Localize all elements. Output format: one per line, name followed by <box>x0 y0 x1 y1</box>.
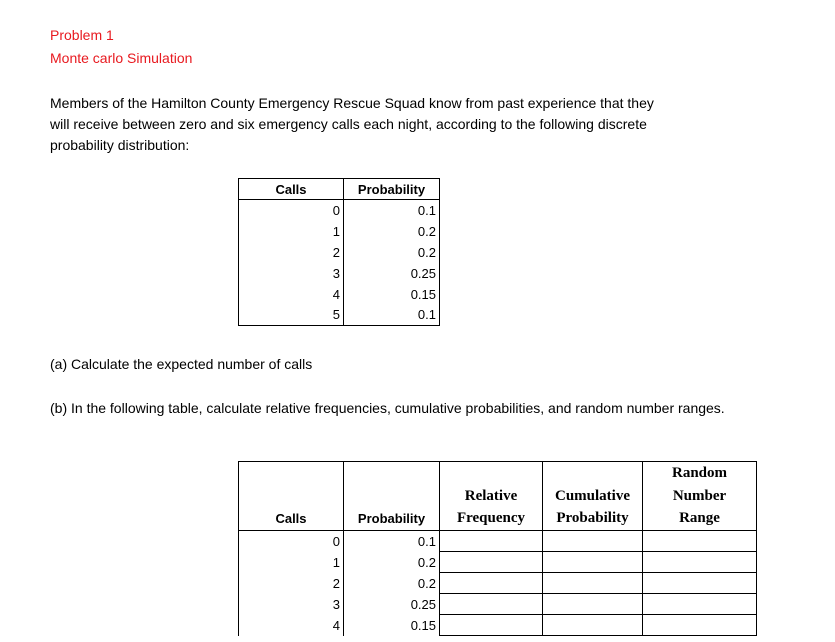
table-row <box>239 305 440 326</box>
relative-header-line-1: Relative <box>440 485 543 508</box>
relative-frequency-cell[interactable] <box>440 531 543 552</box>
cumulative-probability-cell[interactable] <box>543 573 643 594</box>
random-header-line-1: Random <box>643 462 757 485</box>
calls-cell: 1 <box>239 221 344 242</box>
table-row <box>239 200 440 221</box>
calls-cell: 4 <box>239 615 344 636</box>
table-row <box>239 531 757 552</box>
table-row <box>239 242 440 263</box>
relative-frequency-cell[interactable] <box>440 615 543 636</box>
probability-cell: 0.2 <box>344 242 440 263</box>
cumulative-header-line-1: Cumulative <box>543 485 643 508</box>
probability-cell: 0.15 <box>344 284 440 305</box>
question-a: (a) Calculate the expected number of calls <box>50 356 313 372</box>
random-range-cell[interactable] <box>643 552 757 573</box>
cumulative-probability-cell[interactable] <box>543 594 643 615</box>
intro-line-2: will receive between zero and six emergency calls each night, according to the following discrete <box>50 116 647 132</box>
table-row <box>239 615 757 636</box>
calls-cell: 1 <box>239 552 344 573</box>
header-row-2 <box>239 485 757 508</box>
relative-frequency-cell[interactable] <box>440 573 543 594</box>
probability-cell: 0.2 <box>344 552 440 573</box>
probability-cell: 0.15 <box>344 615 440 636</box>
table-row <box>239 221 440 242</box>
table-row <box>239 552 757 573</box>
intro-paragraph <box>50 93 790 156</box>
intro-line-1: Members of the Hamilton County Emergency Rescue Squad know from past experience that they <box>50 95 654 111</box>
probability-cell: 0.25 <box>344 263 440 284</box>
calls-cell: 0 <box>239 531 344 552</box>
table-row <box>239 594 757 615</box>
random-range-cell[interactable] <box>643 531 757 552</box>
calls-cell: 3 <box>239 594 344 615</box>
cumulative-probability-cell[interactable] <box>543 552 643 573</box>
probability-header: Probability <box>344 508 440 531</box>
calls-cell: 2 <box>239 242 344 263</box>
table-row <box>239 573 757 594</box>
probability-cell: 0.1 <box>344 200 440 221</box>
probability-cell: 0.25 <box>344 594 440 615</box>
relative-frequency-cell[interactable] <box>440 552 543 573</box>
probability-distribution-table <box>238 178 440 326</box>
header-row-3 <box>239 508 757 531</box>
probability-cell: 0.2 <box>344 573 440 594</box>
intro-line-3: probability distribution: <box>50 137 190 153</box>
random-header-line-2: Number <box>643 485 757 508</box>
probability-header: Probability <box>344 179 440 200</box>
calls-header: Calls <box>239 508 344 531</box>
random-range-cell[interactable] <box>643 573 757 594</box>
calls-cell: 4 <box>239 284 344 305</box>
calls-cell: 2 <box>239 573 344 594</box>
table-header-row <box>239 179 440 200</box>
problem-title: Problem 1 <box>50 27 114 43</box>
cumulative-header-line-2: Probability <box>543 508 643 531</box>
calls-header: Calls <box>239 179 344 200</box>
cumulative-probability-cell[interactable] <box>543 531 643 552</box>
simulation-table <box>238 461 757 636</box>
cumulative-probability-cell[interactable] <box>543 615 643 636</box>
table-row <box>239 263 440 284</box>
question-b: (b) In the following table, calculate relative frequencies, cumulative probabilities, and random number ranges. <box>50 400 725 416</box>
calls-cell: 5 <box>239 305 344 326</box>
calls-cell: 3 <box>239 263 344 284</box>
probability-cell: 0.1 <box>344 531 440 552</box>
problem-subtitle: Monte carlo Simulation <box>50 50 193 66</box>
header-row-1 <box>239 462 757 485</box>
relative-frequency-cell[interactable] <box>440 594 543 615</box>
random-range-cell[interactable] <box>643 615 757 636</box>
calls-cell: 0 <box>239 200 344 221</box>
relative-header-line-2: Frequency <box>440 508 543 531</box>
table-row <box>239 284 440 305</box>
probability-cell: 0.1 <box>344 305 440 326</box>
probability-cell: 0.2 <box>344 221 440 242</box>
random-range-cell[interactable] <box>643 594 757 615</box>
random-header-line-3: Range <box>643 508 757 531</box>
